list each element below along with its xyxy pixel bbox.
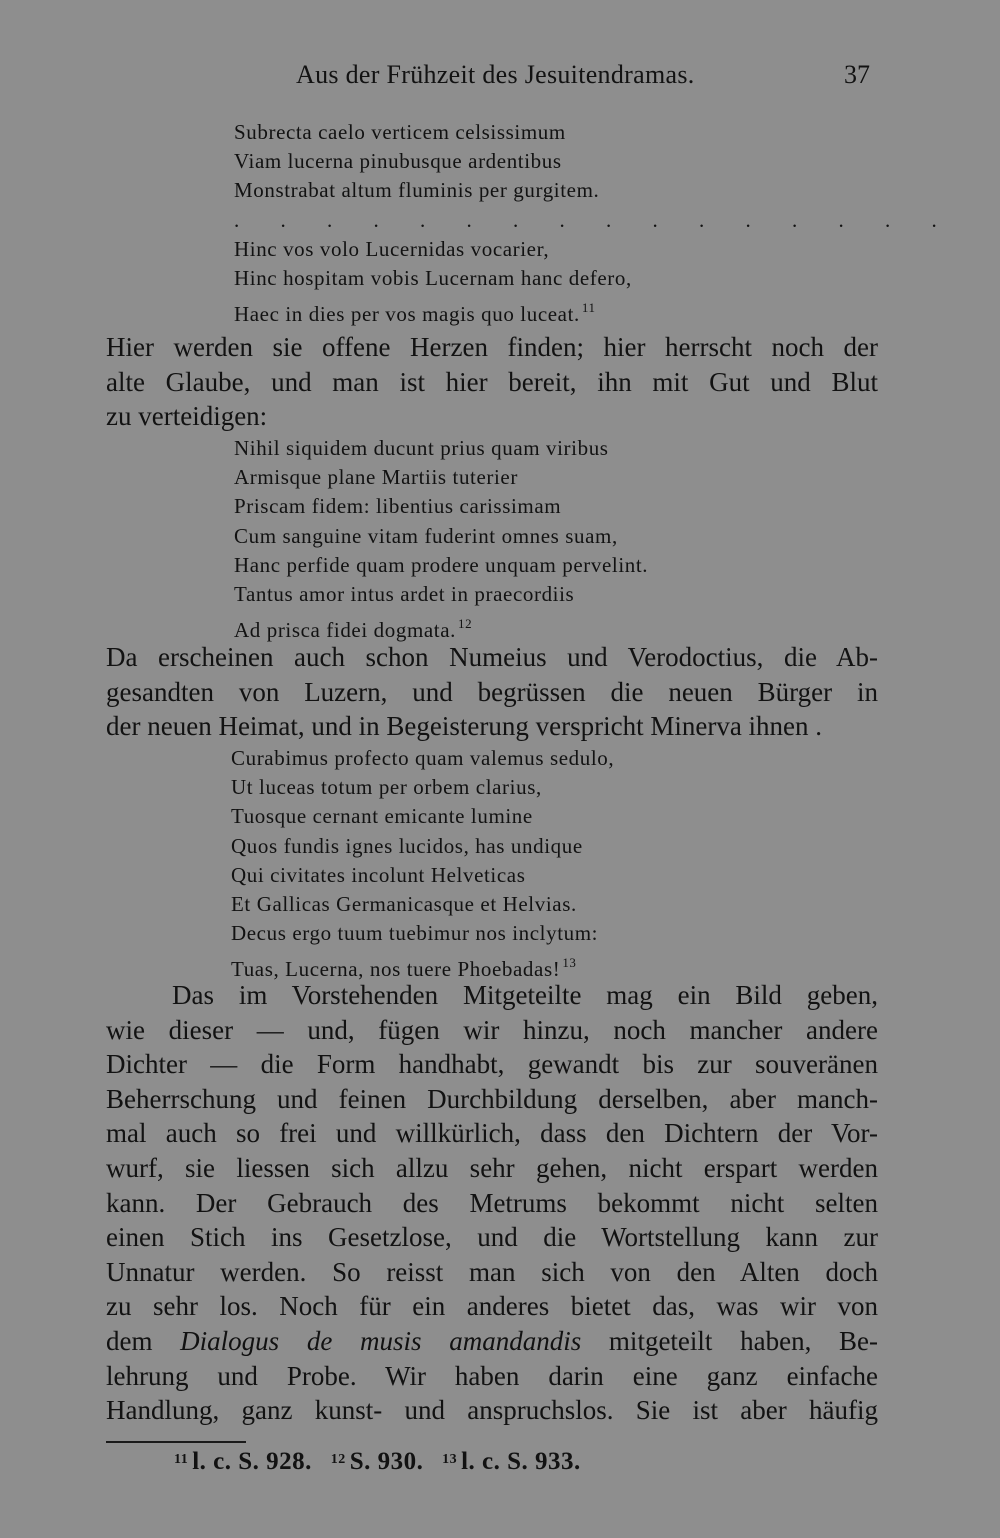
- footnote: [331, 1448, 424, 1475]
- ellipsis-line: . . . . . . . . . . . . . . . .: [234, 207, 955, 232]
- prose-line: der neuen Heimat, und in Begeisterung verspricht Minerva ihnen .: [106, 711, 823, 742]
- page-number: 37: [844, 60, 870, 89]
- verse-line: Qui civitates incolunt Helveticas: [231, 862, 526, 887]
- running-header: [0, 60, 1000, 92]
- footnote-text: l. c. S. 928.: [192, 1448, 312, 1475]
- verse-line: Nihil siquidem ducunt prius quam viribus: [234, 436, 609, 460]
- footnote-number: 12: [330, 1452, 346, 1467]
- verse-line: Subrecta caelo verticem celsissimum: [234, 120, 566, 144]
- prose-line: Das im Vorstehenden Mitgeteilte mag ein Bild geben,: [172, 980, 878, 1010]
- verse-line: Tuosque cernant emicante lumine: [231, 804, 533, 829]
- prose-line: [106, 1324, 878, 1359]
- footnote-number: 11: [174, 1452, 189, 1467]
- prose-line: Hier werden sie offene Herzen finden; hier herrscht noch der: [106, 332, 878, 362]
- prose-line: Beherrschung und feinen Durchbildung derselben, aber manch-: [106, 1083, 878, 1114]
- verse-block-2: [234, 434, 649, 643]
- verse-line: [234, 609, 648, 643]
- verse-line: Hinc vos volo Lucernidas vocarier,: [234, 236, 550, 261]
- prose-line: Dichter — die Form handhabt, gewandt bis zur souveränen: [106, 1049, 878, 1080]
- footnote-ref: 12: [458, 616, 473, 632]
- work-title-italic: Dialogus de musis amandandis: [180, 1325, 582, 1356]
- prose-line: Da erscheinen auch schon Numeius und Verodoctius, die Ab-: [106, 642, 878, 672]
- prose-line: einen Stich ins Gesetzlose, und die Wortstellung kann zur: [106, 1222, 878, 1253]
- prose-line: Unnatur werden. So reisst man sich von den Alten doch: [106, 1256, 878, 1287]
- running-title: Aus der Frühzeit des Jesuitendramas.: [296, 60, 695, 89]
- prose-paragraph-2: [106, 640, 878, 744]
- verse-block-3: [231, 744, 615, 982]
- prose-paragraph-1: [106, 330, 878, 434]
- verse-line: Armisque plane Martiis tuterier: [234, 465, 518, 490]
- footnotes: [174, 1448, 593, 1476]
- prose-line: kann. Der Gebrauch des Metrums bekommt nicht selten: [106, 1187, 878, 1218]
- prose-line: alte Glaube, und man ist hier bereit, ihn mit Gut und Blut: [106, 366, 878, 397]
- verse-text: Ad prisca fidei dogmata.: [234, 618, 457, 643]
- prose-text: dem: [106, 1325, 181, 1356]
- verse-line: Monstrabat altum fluminis per gurgitem.: [234, 178, 600, 203]
- verse-text: Tuas, Lucerna, nos tuere Phoebadas!: [231, 957, 561, 982]
- footnote: [174, 1448, 312, 1475]
- verse-line: Tantus amor intus ardet in praecordiis: [234, 581, 575, 606]
- prose-line: Handlung, ganz kunst- und anspruchslos. Sie ist aber häufig: [106, 1395, 878, 1426]
- prose-text: mitgeteilt haben, Be-: [581, 1325, 878, 1356]
- verse-line: Decus ergo tuum tuebimur nos inclytum:: [231, 921, 599, 946]
- verse-line: [234, 293, 955, 327]
- prose-line: mal auch so frei und willkürlich, dass den Dichtern der Vor-: [106, 1118, 878, 1149]
- prose-line: zu verteidigen:: [106, 401, 268, 432]
- verse-block-1: [234, 118, 955, 327]
- prose-line: gesandten von Luzern, und begrüssen die neuen Bürger in: [106, 676, 878, 707]
- verse-line: Et Gallicas Germanicasque et Helvias.: [231, 891, 577, 916]
- verse-line: Priscam fidem: libentius carissimam: [234, 494, 562, 519]
- verse-line: [231, 948, 614, 982]
- footnote-text: S. 930.: [349, 1448, 424, 1475]
- footnote-ref: 13: [562, 955, 577, 971]
- verse-line: Curabimus profecto quam valemus sedulo,: [231, 746, 615, 770]
- footnote-text: l. c. S. 933.: [461, 1448, 581, 1475]
- verse-text: Haec in dies per vos magis quo luceat.: [234, 302, 580, 327]
- verse-line: Hinc hospitam vobis Lucernam hanc defero,: [234, 265, 632, 290]
- footnote-divider: [106, 1441, 246, 1443]
- prose-paragraph-3: [106, 978, 878, 1428]
- footnote-ref: 11: [581, 300, 596, 316]
- prose-line: wurf, sie liessen sich allzu sehr gehen, nicht erspart werden: [106, 1152, 878, 1183]
- prose-line: wie dieser — und, fügen wir hinzu, noch mancher andere: [106, 1014, 878, 1045]
- footnote-number: 13: [442, 1452, 458, 1467]
- footnote: [442, 1448, 581, 1475]
- prose-line: zu sehr los. Noch für ein anderes bietet das, was wir von: [106, 1291, 878, 1322]
- prose-line: lehrung und Probe. Wir haben darin eine ganz einfache: [106, 1360, 878, 1391]
- verse-line: Cum sanguine vitam fuderint omnes suam,: [234, 523, 618, 548]
- verse-line: Viam lucerna pinubusque ardentibus: [234, 149, 562, 174]
- verse-line: Hanc perfide quam prodere unquam pervelint.: [234, 552, 649, 577]
- verse-line: Ut luceas totum per orbem clarius,: [231, 775, 542, 800]
- verse-line: Quos fundis ignes lucidos, has undique: [231, 833, 583, 858]
